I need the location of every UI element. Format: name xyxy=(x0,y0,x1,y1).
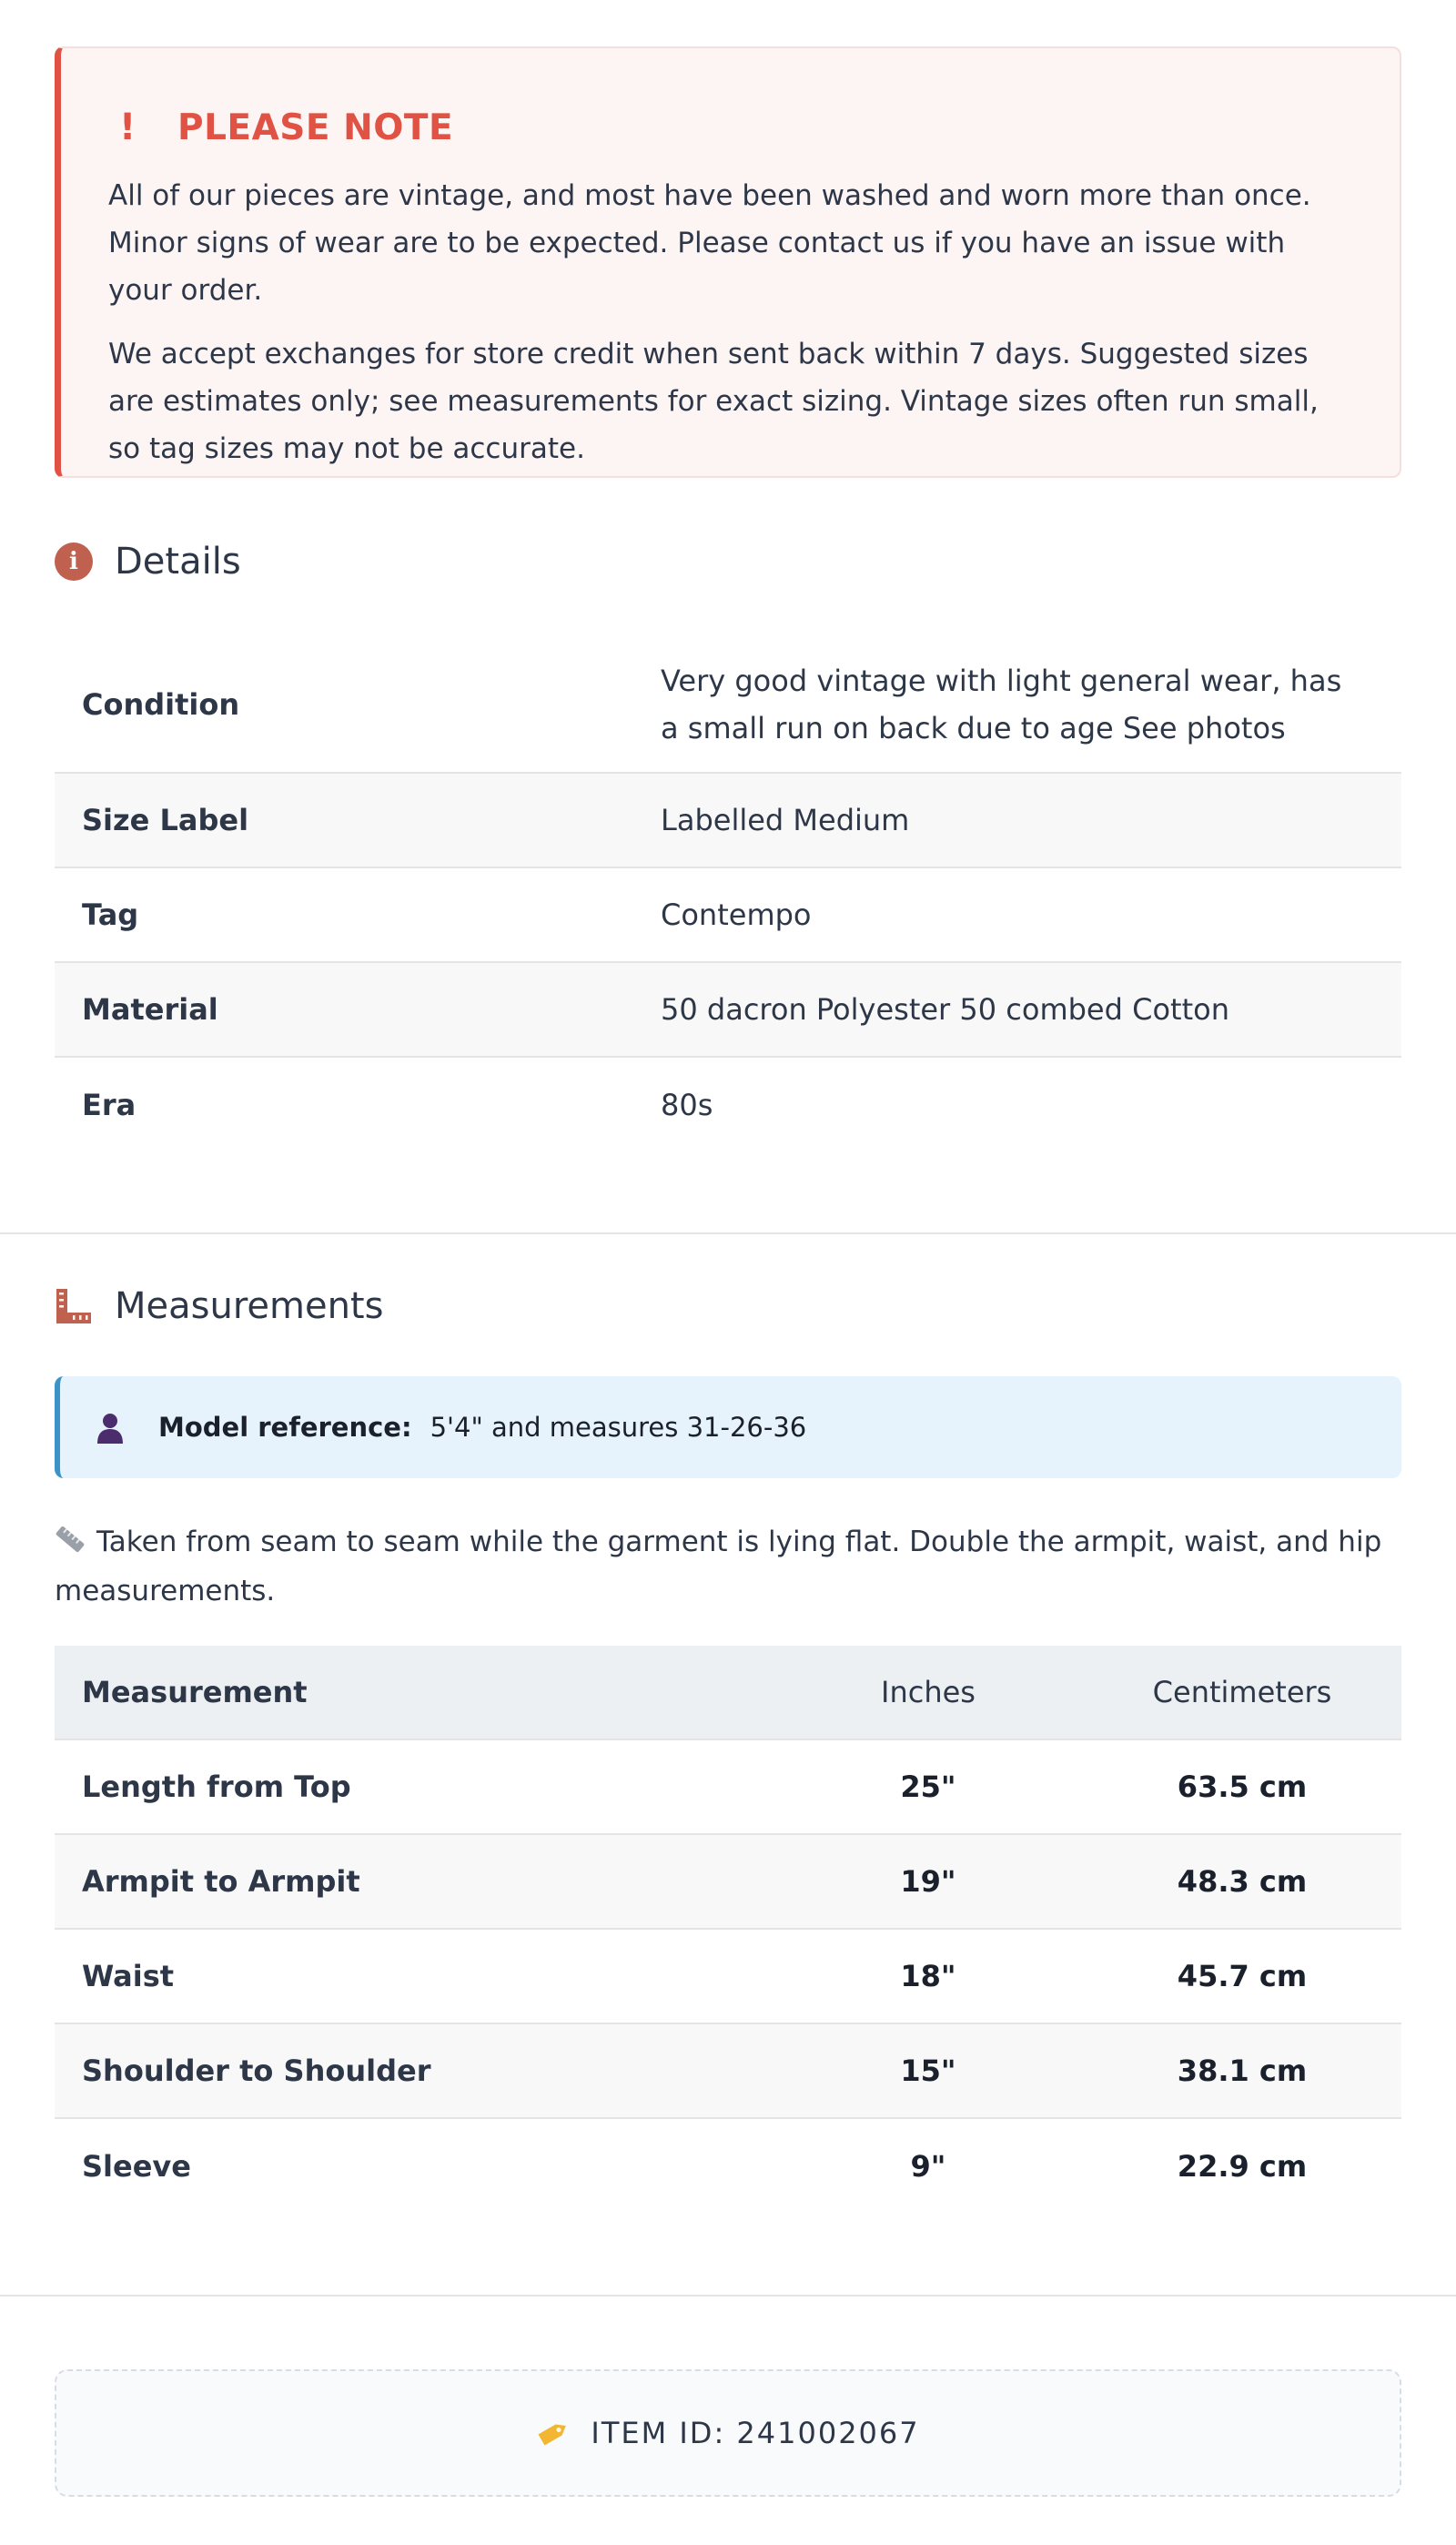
measurement-name: Waist xyxy=(82,1959,175,1993)
details-row-material xyxy=(55,963,1401,1058)
model-reference xyxy=(55,1376,1401,1478)
notice-paragraph-wear: All of our pieces are vintage, and most have been washed and worn more than once. Minor signs of wear are to be expected. Please contact us if you have an issue with your order. xyxy=(108,179,1311,307)
measurement-name: Length from Top xyxy=(82,1769,351,1804)
notice-header xyxy=(108,103,1354,152)
model-reference-label: Model reference: xyxy=(158,1412,412,1443)
measurement-name: Armpit to Armpit xyxy=(82,1864,360,1899)
table-row xyxy=(55,1835,1401,1930)
details-row-size-label xyxy=(55,774,1401,868)
details-value: Labelled Medium xyxy=(661,803,910,837)
measurements-table xyxy=(55,1646,1401,2214)
details-table xyxy=(55,637,1401,1152)
header-centimeters: Centimeters xyxy=(1152,1675,1332,1709)
details-row-condition xyxy=(55,637,1401,774)
measurement-name: Shoulder to Shoulder xyxy=(82,2053,431,2088)
notice-paragraph-exchanges: We accept exchanges for store credit when sent back within 7 days. Suggested sizes are estimates only; see measurements for exact sizing. Vintage sizes often run small, so tag sizes may not be accurate. xyxy=(108,338,1319,465)
measurements-heading xyxy=(55,1285,383,1327)
details-value: 80s xyxy=(661,1088,713,1122)
person-icon xyxy=(95,1411,158,1444)
measurement-note xyxy=(55,1518,1401,1615)
notice-box xyxy=(55,46,1401,478)
section-divider xyxy=(0,1232,1456,1234)
details-label: Material xyxy=(82,992,218,1027)
table-header xyxy=(55,1646,1401,1740)
details-row-era xyxy=(55,1058,1401,1152)
measurement-inches: 9" xyxy=(910,2149,946,2184)
measurement-inches: 25" xyxy=(900,1769,956,1804)
model-reference-value: 5'4" and measures 31-26-36 xyxy=(430,1412,807,1443)
measurement-inches: 15" xyxy=(900,2053,956,2088)
table-row xyxy=(55,1930,1401,2024)
measurement-inches: 18" xyxy=(900,1959,956,1993)
details-row-tag xyxy=(55,868,1401,963)
measurement-inches: 19" xyxy=(900,1864,956,1899)
item-id-text: ITEM ID: 241002067 xyxy=(591,2416,920,2450)
measurement-cm: 38.1 cm xyxy=(1177,2053,1308,2088)
measurement-note-text: Taken from seam to seam while the garment is lying flat. Double the armpit, waist, and hip measurements. xyxy=(55,1526,1382,1607)
table-row xyxy=(55,2024,1401,2119)
ruler-icon xyxy=(55,1520,86,1567)
measurements-title: Measurements xyxy=(115,1285,384,1327)
details-label: Size Label xyxy=(82,803,249,837)
details-value: Contempo xyxy=(661,897,812,932)
measurement-cm: 45.7 cm xyxy=(1177,1959,1308,1993)
details-title: Details xyxy=(115,541,241,583)
table-row xyxy=(55,1740,1401,1835)
measurement-cm: 63.5 cm xyxy=(1177,1769,1308,1804)
measurement-cm: 22.9 cm xyxy=(1177,2149,1308,2184)
header-measurement: Measurement xyxy=(82,1675,308,1709)
measurement-cm: 48.3 cm xyxy=(1177,1864,1308,1899)
header-inches: Inches xyxy=(881,1675,976,1709)
tag-icon xyxy=(536,2418,571,2449)
info-icon: i xyxy=(55,542,115,581)
details-label: Era xyxy=(82,1088,136,1122)
section-divider xyxy=(0,2295,1456,2297)
details-value: 50 dacron Polyester 50 combed Cotton xyxy=(661,992,1229,1027)
item-id-box xyxy=(55,2369,1401,2497)
measurement-name: Sleeve xyxy=(82,2149,191,2184)
ruler-combined-icon xyxy=(55,1287,115,1325)
details-label: Condition xyxy=(82,687,240,722)
notice-title: PLEASE NOTE xyxy=(177,106,454,148)
details-value: Very good vintage with light general wear, has a small run on back due to age See photos xyxy=(661,664,1342,745)
details-heading xyxy=(55,541,241,583)
exclamation-icon: ! xyxy=(119,106,136,148)
details-label: Tag xyxy=(82,897,139,932)
table-row xyxy=(55,2119,1401,2214)
